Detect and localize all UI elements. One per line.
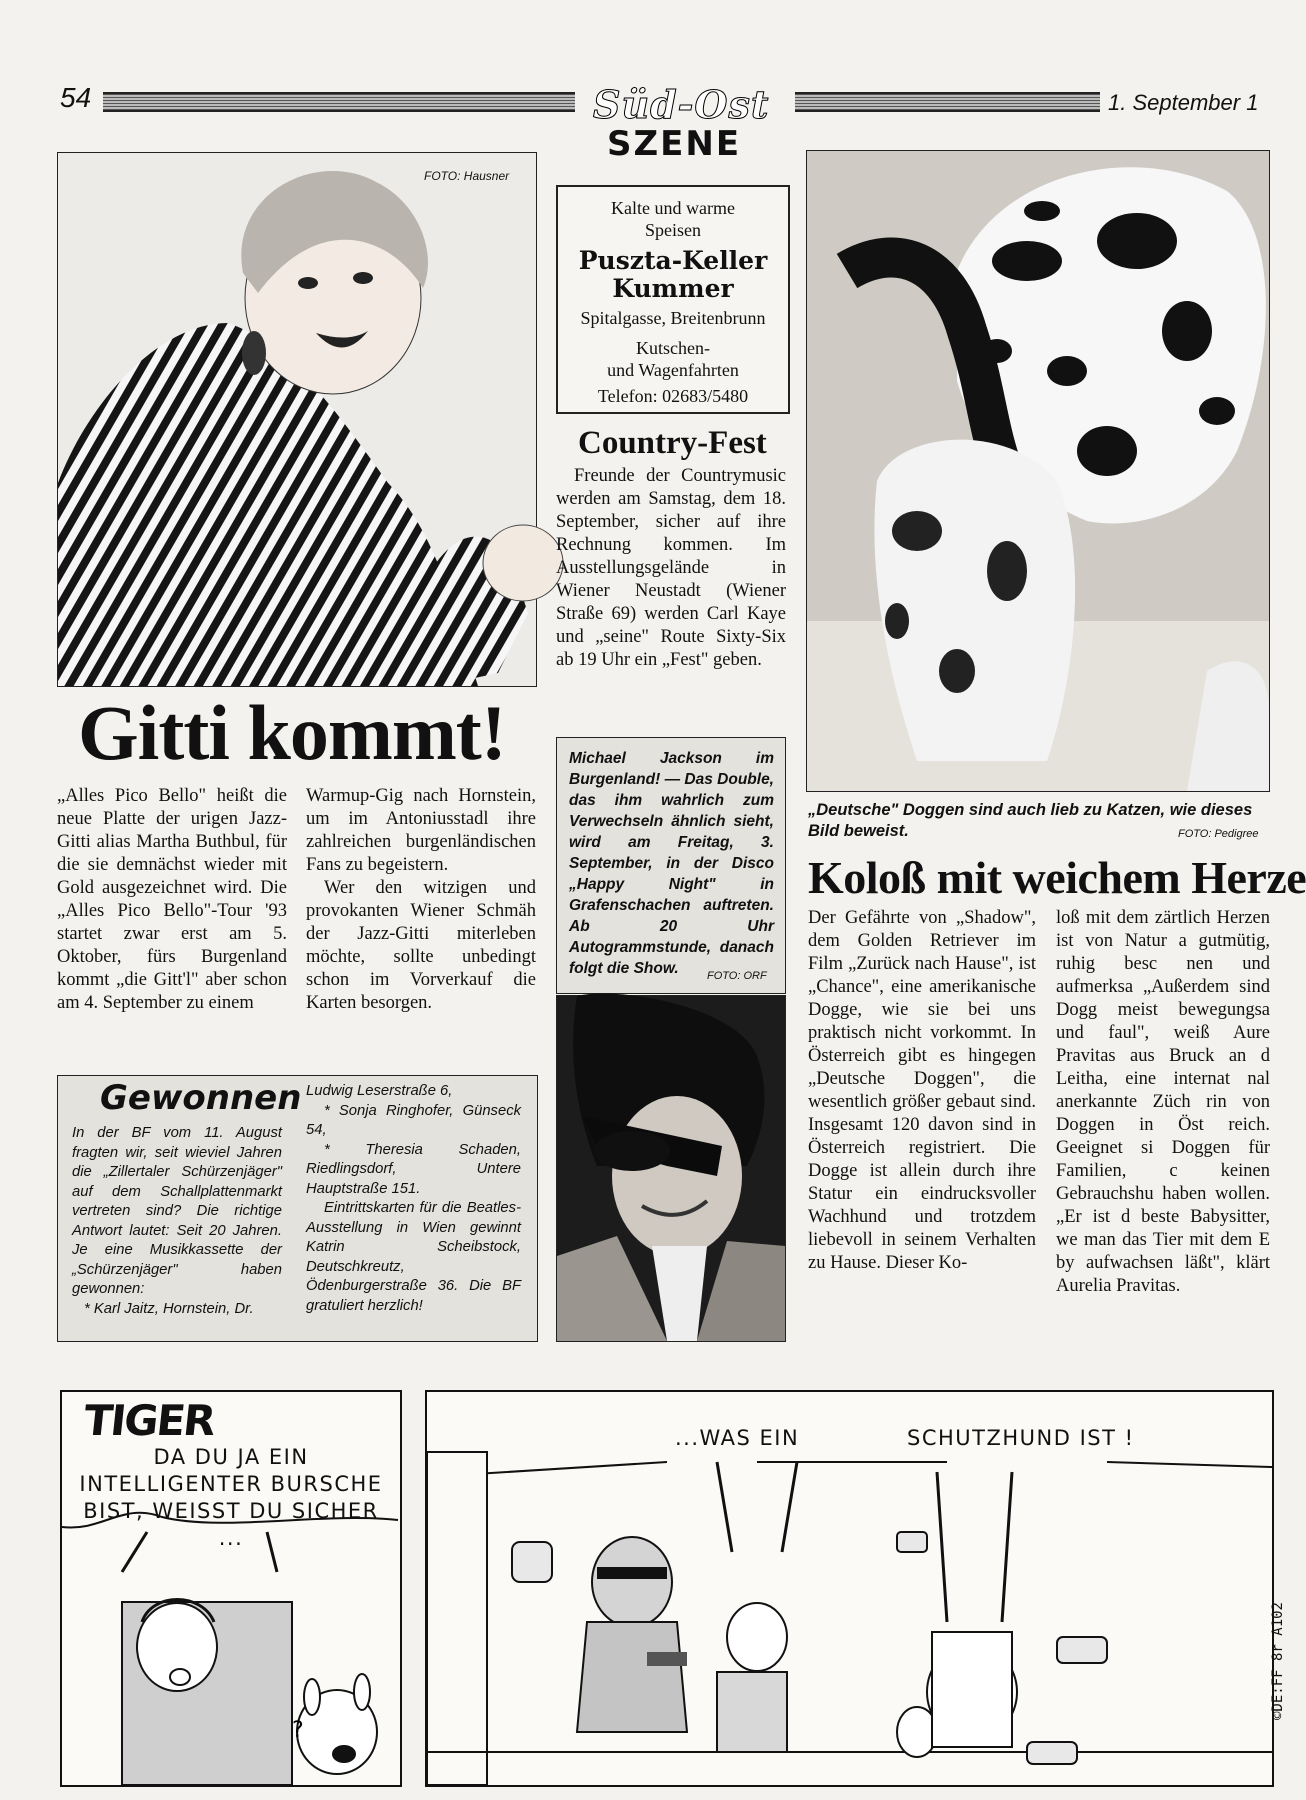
- comic-bubble-2b: SCHUTZHUND IST !: [907, 1426, 1135, 1450]
- gitti-col1-text: „Alles Pico Bello" heißt die neue Platte der urigen Jazz-Gitti alias Martha Buthbul, für die sie demnächst wieder mit Gold ausgezeichnet wird. Die „Alles Pico Bello"-Tour '93 startet zwar erst am 5. Oktober, fürs Burgenland kommt „die Gitt'l" aber schon am 4. September zu einem: [57, 786, 287, 1013]
- gewonnen-winner-1: * Karl Jaitz, Hornstein, Dr.: [84, 1300, 254, 1317]
- header-rule-right: [795, 92, 1100, 112]
- svg-text:?: ?: [292, 1718, 304, 1743]
- comic-copyright: ©DE:FF 8r A102: [1270, 1602, 1286, 1721]
- gitti-photo: [57, 152, 537, 687]
- comic-title: TIGER: [81, 1396, 217, 1445]
- gewonnen-winner-3: * Theresia Schaden, Riedlingsdorf, Untere Hauptstraße 151.: [306, 1141, 521, 1197]
- gitti-article-col1: [57, 785, 287, 1015]
- gitti-article-col2: [306, 785, 536, 1015]
- doggen-caption: „Deutsche" Doggen sind auch lieb zu Katzen, wie dieses Bild beweist.: [808, 801, 1253, 840]
- comic-bubble-2a: ...WAS EIN: [675, 1426, 800, 1450]
- comic-panel-1: [60, 1390, 402, 1787]
- jackson-photo: [556, 995, 786, 1342]
- jackson-photo-illustration: [557, 996, 785, 1341]
- ad-line2: Speisen: [645, 220, 701, 240]
- page-number: 54: [60, 82, 92, 113]
- gewonnen-box: [57, 1075, 538, 1342]
- ad-line3: Kutschen-: [636, 338, 710, 358]
- gewonnen-address: Ludwig Leserstraße 6,: [306, 1083, 453, 1099]
- ad-line1: Kalte und warme: [611, 198, 735, 218]
- country-headline: Country-Fest: [578, 425, 767, 461]
- country-text: Freunde der Countrymusic werden am Samstag, dem 18. September, sicher auf ihre Rechnung kommen. Im Ausstellungsgelände in Wiener Neustadt (Wiener Straße 69) werden Carl Kaye und „seine" Route Sixty-Six ab 19 Uhr ein „Fest" geben.: [556, 466, 786, 670]
- jackson-box: [556, 737, 786, 994]
- jackson-credit: FOTO: ORF: [707, 970, 767, 982]
- gewonnen-winner-2: * Sonja Ringhofer, Günseck 54,: [306, 1102, 521, 1138]
- header-rule-left: [103, 92, 575, 112]
- ad-line4: und Wagenfahrten: [607, 360, 739, 380]
- gitti-col2-text-b: Wer den witzigen und provokanten Wiener Schmäh der Jazz-Gitti miterleben möchte, sollte unbedingt schon im Vorverkauf die Karten besorgen.: [306, 878, 536, 1013]
- issue-date: 1. September 1: [1108, 90, 1259, 115]
- gitti-photo-illustration: [58, 153, 536, 686]
- jackson-text: Michael Jackson im Burgenland! — Das Double, das ihm wahrlich zum Verwechseln ähnlich sieht, wird am Freitag, 3. September, in der Disco „Happy Night" in Grafenschachen auftreten. Ab 20 Uhr Autogrammstunde, danach folgt die Show.: [569, 750, 774, 977]
- doggen-credit: FOTO: Pedigree: [1178, 828, 1259, 840]
- doggen-col1-text: Der Gefährte von „Shadow", dem Golden Retriever im Film „Zurück nach Hause", ist „Chance", eine amerikanische Dogge, wie sie bei uns praktisch nicht vorkommt. In Österreich gibt es hingegen „Deutsche Doggen", die wesentlich größer gebaut sind. Insgesamt 120 davon sind in Österreich registriert. Die Dogge ist allein durch ihre Statur ein eindrucksvoller Wachhund und trotzdem liebevoll in seinem Verhalten zu Hause. Dieser Ko-: [808, 908, 1036, 1273]
- comic-bubble-1: DA DU JA EIN INTELLIGENTER BURSCHE BIST, WEISST DU SICHER ...: [79, 1445, 383, 1550]
- doggen-headline: Koloß mit weichem Herze: [808, 852, 1306, 903]
- gewonnen-col1: [72, 1124, 282, 1319]
- gitti-headline: Gitti kommt!: [78, 689, 506, 776]
- comic-panel-2: [425, 1390, 1286, 1787]
- gewonnen-question: In der BF vom 11. August fragten wir, seit wieviel Jahren die „Zillertaler Schürzenjäger" auf dem Schallplattenmarkt vertreten sind? Die richtige Antwort lautet: Seit 20 Jahren. Je eine Musikkassette der „Schürzenjäger" haben gewonnen:: [72, 1125, 282, 1297]
- doggen-photo-illustration: [807, 151, 1269, 791]
- puszta-keller-ad: [556, 185, 790, 414]
- doggen-photo: [806, 150, 1270, 792]
- country-article: [556, 465, 786, 672]
- comic-panel-1-art: [62, 1392, 400, 1785]
- gitti-photo-credit: FOTO: Hausner: [424, 169, 510, 183]
- gewonnen-beatles: Eintrittskarten für die Beatles-Ausstellung in Wien gewinnt Katrin Scheibstock, Deutschkreutz, Ödenburgerstraße 36. Die BF gratuliert herzlich!: [306, 1200, 521, 1314]
- doggen-article-col2: [1056, 907, 1270, 1352]
- logo-top-text: Süd-Ost: [593, 82, 770, 127]
- masthead-logo: [565, 82, 780, 168]
- ad-phone: Telefon: 02683/5480: [597, 386, 749, 406]
- gitti-col2-text-a: Warmup-Gig nach Hornstein, um im Antoniusstadl ihre zahlreichen burgenländischen Fans zu begeistern.: [306, 786, 536, 875]
- doggen-col2-text: loß mit dem zärtlich Herzen ist von Natur a gutmütig, ruhig besc nen und aufmerksa „Außerdem sind Dogg meist bewegungsa und faul", weiß Aure Pravitas aus Bruck an d Leitha, eine internat nal anerkannte Züch rin von Doggen in Öst reich. Geeignet si Doggen für Familien, c keinen Gebrauchshu haben wollen. „Er ist d beste Babysitter, we man das Tier mit dem E by aufwachsen läßt", klärt Aurelia Pravitas.: [1056, 908, 1270, 1296]
- gewonnen-title: Gewonnen: [100, 1078, 302, 1118]
- comic-panel-2-art: [427, 1392, 1272, 1785]
- ad-name1: Puszta-Keller: [578, 246, 768, 275]
- logo-bottom-text: SZENE: [607, 124, 742, 164]
- gewonnen-col2: [306, 1082, 521, 1316]
- ad-name2: Kummer: [612, 274, 734, 303]
- doggen-article-col1: [808, 907, 1036, 1275]
- ad-address: Spitalgasse, Breitenbrunn: [580, 308, 766, 328]
